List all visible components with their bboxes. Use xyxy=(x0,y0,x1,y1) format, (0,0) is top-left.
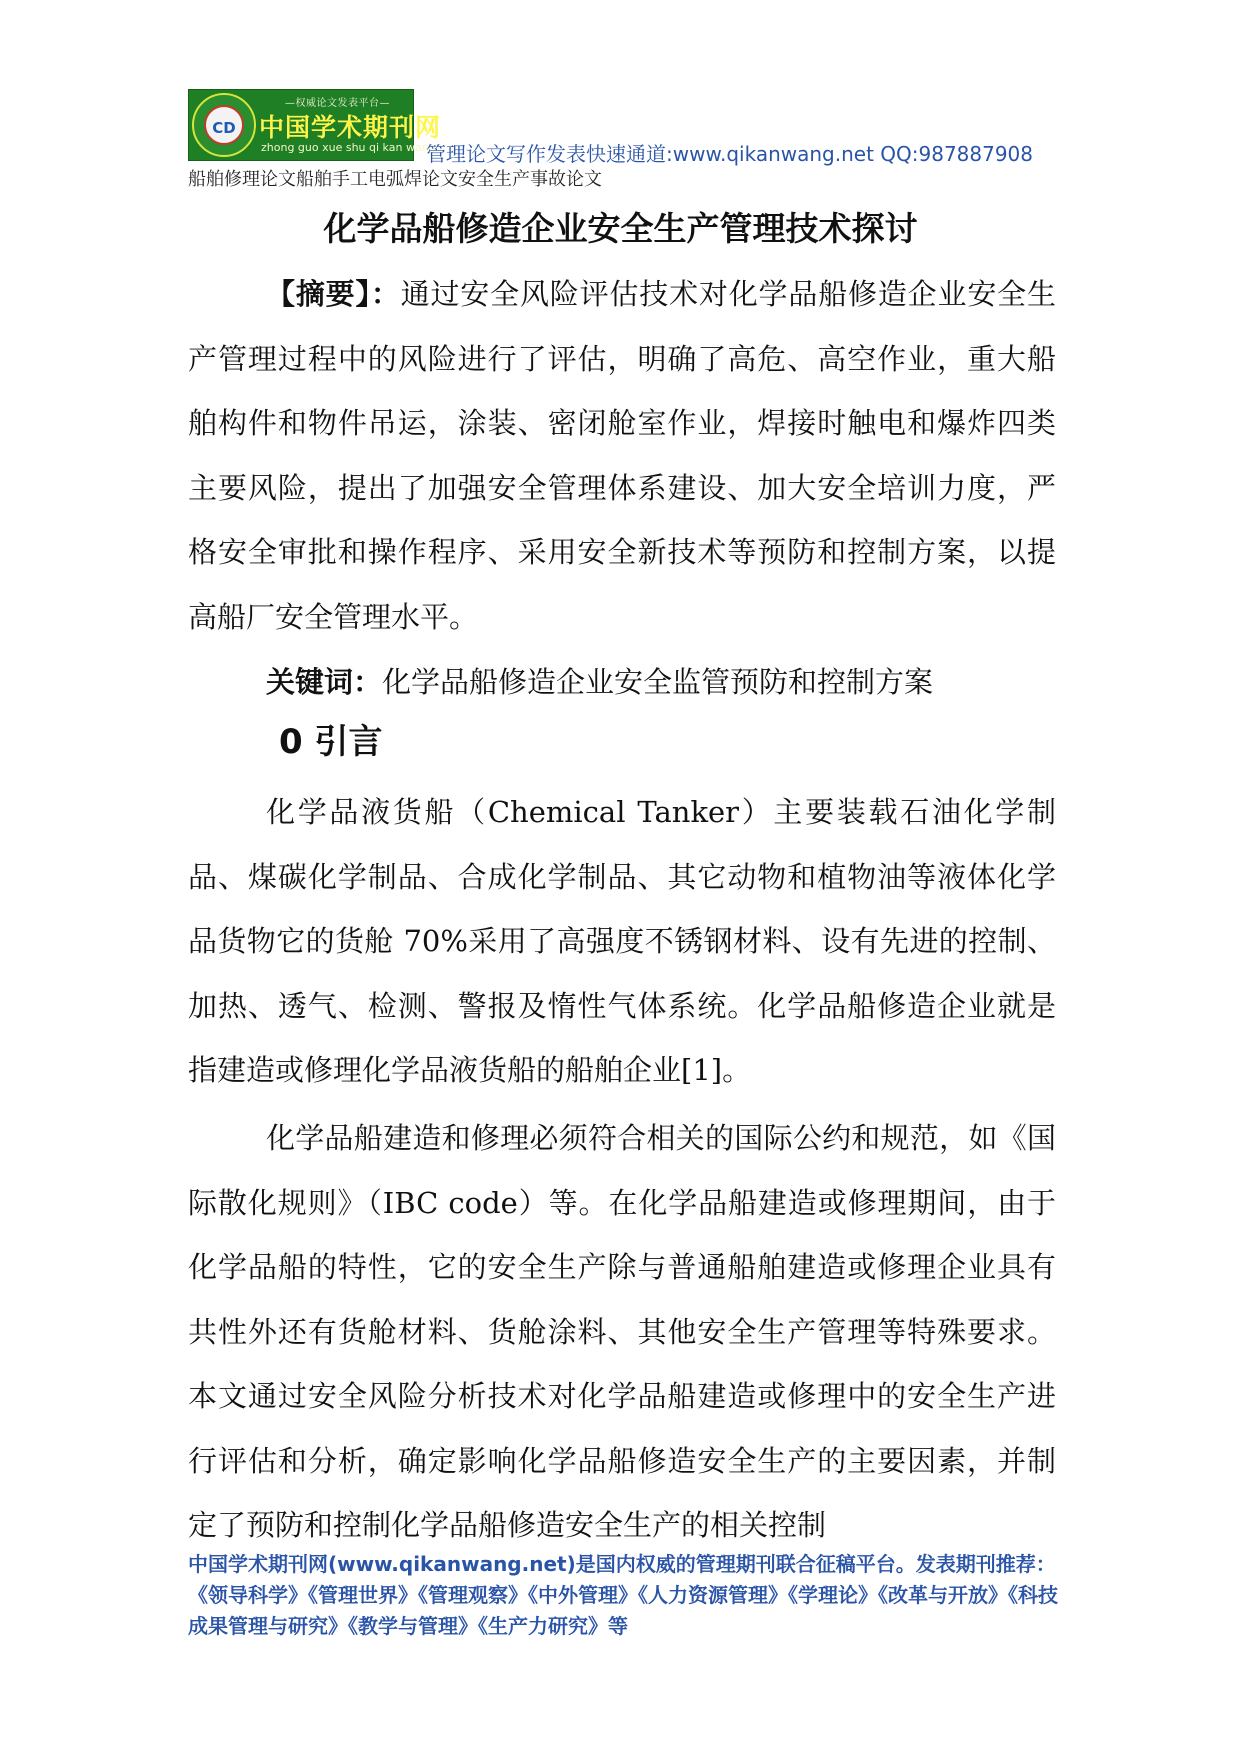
abstract-text: 通过安全风险评估技术对化学品船修造企业安全生产管理过程中的风险进行了评估，明确了高危、高空作业，重大船舶构件和物件吊运，涂装、密闭舱室作业，焊接时触电和爆炸四类主要风险，提出了加强安全管理体系建设、加大安全培训力度，严格安全审批和操作程序、采用安全新技术等预防和控制方案，以提高船厂安全管理水平。 xyxy=(188,277,1056,634)
keywords-label: 关键词： xyxy=(266,665,383,699)
logo-pinyin: zhong guo xue shu qi kan wang xyxy=(261,141,436,154)
keywords-paragraph xyxy=(188,650,1056,715)
abstract-label: 【摘要】 xyxy=(266,277,371,311)
logo-emblem-text: CD xyxy=(212,119,236,137)
footer-promo[interactable]: 中国学术期刊网(www.qikanwang.net)是国内权威的管理期刊联合征稿平台。发表期刊推荐：《领导科学》《管理世界》《管理观察》《中外管理》《人力资源管理》《学理论》《改革与开放》《科技成果管理与研究》《教学与管理》《生产力研究》等 xyxy=(188,1552,1058,1638)
logo-emblem-icon xyxy=(192,93,256,157)
intro-paragraph-2: 化学品船建造和修理必须符合相关的国际公约和规范，如《国际散化规则》（IBC code）等。在化学品船建造或修理期间，由于化学品船的特性，它的安全生产除与普通船舶建造或修理企业具有共性外还有货舱材料、货舱涂料、其他安全生产管理等特殊要求。本文通过安全风险分析技术对化学品船建造或修理中的安全生产进行评估和分析，确定影响化学品船修造安全生产的主要因素，并制定了预防和控制化学品船修造安全生产的相关控制 xyxy=(188,1121,1056,1542)
abstract-colon: ： xyxy=(370,277,401,311)
header-promo-link[interactable]: 管理论文写作发表快速通道:www.qikanwang.net QQ:987887908 xyxy=(426,142,1034,166)
page-header xyxy=(188,89,1068,166)
keywords-text: 化学品船修造企业安全监管预防和控制方案 xyxy=(382,665,934,699)
logo-tagline: —权威论文发表平台— xyxy=(285,98,390,109)
logo-name: 中国学术期刊网 xyxy=(259,113,442,142)
page-title: 化学品船修造企业安全生产管理技术探讨 xyxy=(323,209,918,248)
site-logo[interactable] xyxy=(188,89,442,161)
document-subtitle: 船舶修理论文船舶手工电弧焊论文安全生产事故论文 xyxy=(188,169,602,190)
section-heading: 0 引言 xyxy=(279,722,383,762)
abstract-paragraph xyxy=(188,262,1056,649)
intro-paragraph-1: 化学品液货船（Chemical Tanker）主要装载石油化学制品、煤碳化学制品、合成化学制品、其它动物和植物油等液体化学品货物它的货舱 70%采用了高强度不锈钢材料、设有先进的控制、加热、透气、检测、警报及惰性气体系统。化学品船修造企业就是指建造或修理化学品液货船的船舶企业[1]。 xyxy=(188,795,1056,1087)
